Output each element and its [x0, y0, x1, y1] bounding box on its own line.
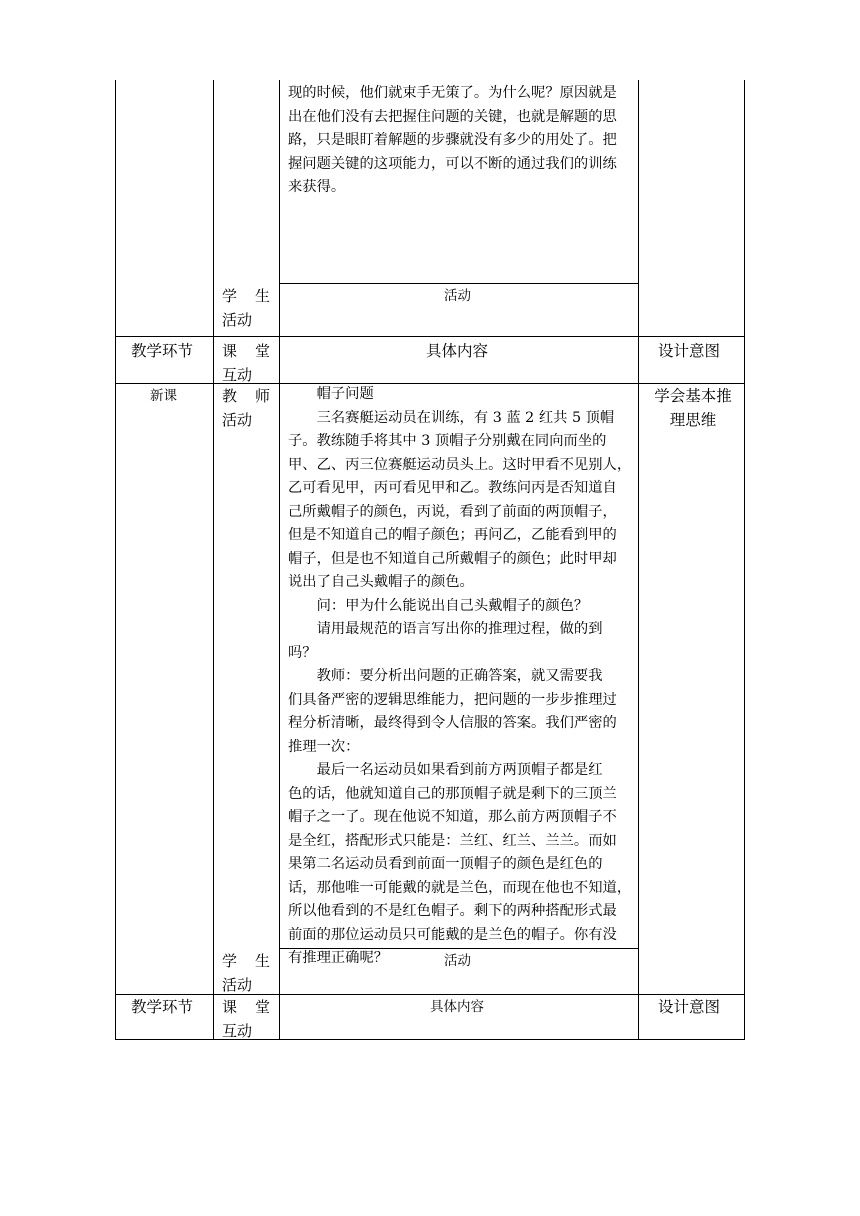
header-content-2: 具体内容: [430, 999, 484, 1015]
header-intent-2: 设计意图: [658, 998, 721, 1016]
top-teacher-text: 现的时候，他们就束手无策了。为什么呢？原因就是 出在他们没有去把握住问题的关键，也就是解题的思 路，只是眼盯着解题的步骤就没有多少的用处了。把 握问题关键的这项能力，可以不断的通过我们的训练 来获得。: [288, 85, 617, 195]
header-intent: 设计意图: [658, 342, 721, 360]
lesson-content: 帽子问题 三名赛艇运动员在训练，有 3 蓝 2 红共 5 顶帽 子。教练随手将其中 3 顶帽子分别戴在同向而坐的 甲、乙、丙三位赛艇运动员头上。这时甲看不见别人， 乙可看见甲，丙可看见甲和乙。教练问丙是否知道自 己所戴帽子的颜色，丙说，看到了前面的两顶帽子， 但是不知道自己的帽子颜色；再问乙，乙能看到甲的 帽子，但是也不知道自己所戴帽子的颜色；此时甲却 说出了自己头戴帽子的颜色。 问：甲为什么能说出自己头戴帽子的颜色？ 请用最规范的语言写出你的推理过程，做的到 吗？ 教师：要分析出问题的正确答案，就又需要我 们具备严密的逻辑思维能力，把问题的一步步推理过 程分析清晰，最终得到令人信服的答案。我们严密的 推理一次： 最后一名运动员如果看到前方两顶帽子都是红 色的话，他就知道自己的那顶帽子就是剩下的三顶兰 帽子之一了。现在他说不知道，那么前方两顶帽子不 是全红，搭配形式只能是：兰红、红兰、兰兰。而如 果第二名运动员看到前面一顶帽子的颜色是红色的 话，那他唯一可能戴的就是兰色，而现在他也不知道， 所以他看到的不是红色帽子。剩下的两种搭配形式最 前面的那位运动员只可能戴的是兰色的帽子。你有没 有推理正确呢？: [288, 386, 632, 966]
lesson-stage: 新课: [150, 388, 177, 404]
header-stage: 教学环节: [131, 342, 194, 360]
top-student-content: 活动: [444, 288, 471, 304]
student-activity-label: 学 生 活动: [222, 952, 270, 994]
header-content: 具体内容: [426, 342, 489, 360]
teacher-activity-label: 教 师 活动: [222, 387, 270, 429]
design-intent: 学会基本推 理思维: [654, 387, 732, 429]
student-activity-content: 活动: [444, 953, 471, 969]
header-stage-2: 教学环节: [131, 998, 194, 1016]
top-student-label: 学 生 活动: [222, 287, 270, 329]
header-interaction: 课 堂 互动: [222, 342, 270, 384]
header-interaction-2: 课 堂 互动: [222, 998, 270, 1040]
